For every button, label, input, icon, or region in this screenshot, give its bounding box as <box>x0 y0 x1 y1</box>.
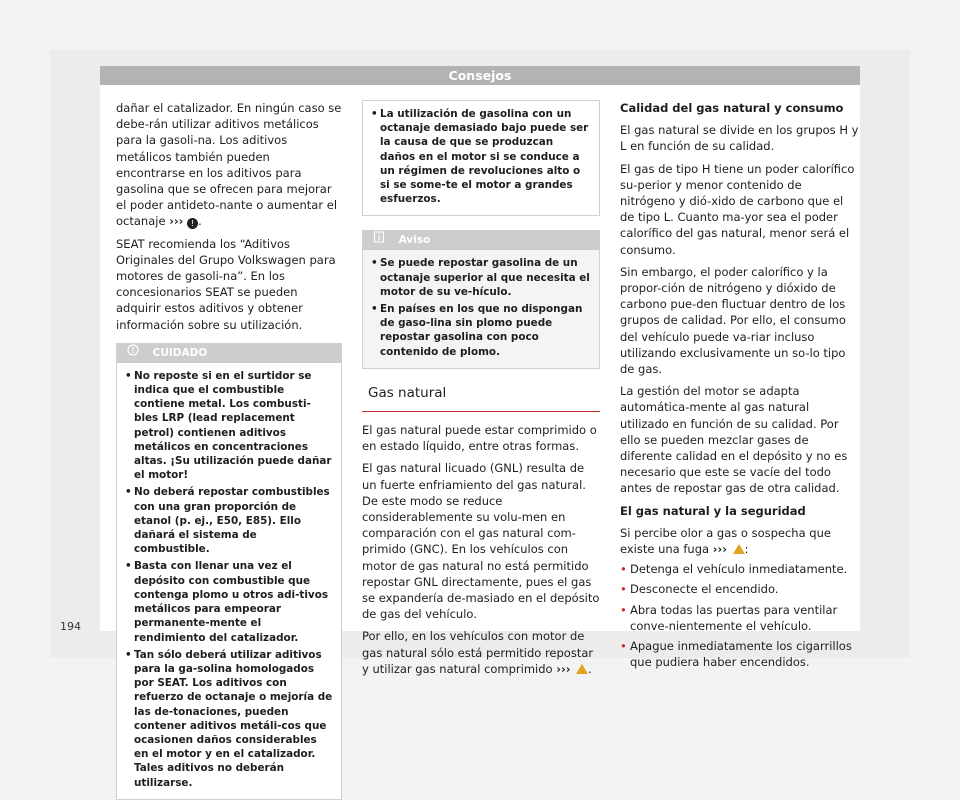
column-3 <box>620 100 860 675</box>
caution-box <box>116 343 342 800</box>
bullet-icon: • <box>620 562 627 577</box>
list-item: • La utilización de gasolina con un octanaje demasiado bajo puede ser la causa de que se produzcan daños en el motor si se conduce a un régimen de revoluciones alto o si se some-te el motor a grandes esfuerzos. <box>371 107 591 206</box>
page-number: 194 <box>60 620 81 633</box>
list-item: • Basta con llenar una vez el depósito con combustible que contenga plomo u otros adi-tivos metálicos para empeorar permanente-mente el rendimiento del catalizador. <box>125 559 333 644</box>
section-title: Gas natural <box>362 377 600 412</box>
list-item: • Apague inmediatamente los cigarrillos que pudiera haber encendidos. <box>620 639 852 670</box>
note-icon <box>373 231 387 250</box>
bullet-icon: • <box>620 639 627 654</box>
caution-continuation-box <box>362 100 600 216</box>
bullet-icon: • <box>620 582 627 597</box>
paragraph: Sin embargo, el poder calorífico y la propor-ción de nitrógeno y dióxido de carbono pue-den fluctuar dentro de los grupos de calidad. Por ello, el consumo del vehículo puede va-riar incluso utilizando exclusivamente un so-lo tipo de gas. <box>620 264 846 377</box>
paragraph: La gestión del motor se adapta automática-mente al gas natural utilizado en función de su calidad. Por ello se pueden mezclar gases de diferente calidad en el depósito y no es necesario que este se vacíe del todo antes de repostar gas de otra calidad. <box>620 384 848 496</box>
warning-icon <box>576 664 588 674</box>
list-item: • Desconecte el encendido. <box>620 582 779 597</box>
caution-title: CUIDADO <box>152 346 208 359</box>
caution-icon <box>127 344 141 363</box>
paragraph: El gas de tipo H tiene un poder calorífico su-perior y menor contenido de nitrógeno y dió-xido de carbono que el de tipo L. Cuanto ma-yor sea el poder calorífico del gas natural, menor será el consumo. <box>620 161 855 257</box>
info-icon: ! <box>187 218 198 229</box>
bullet-icon: • <box>620 602 627 617</box>
note-header <box>363 231 599 250</box>
safety-list <box>620 561 860 670</box>
paragraph: El gas natural se divide en los grupos H y L en función de su calidad. <box>620 123 859 154</box>
paragraph: SEAT recomienda los “Aditivos Originales del Grupo Volkswagen para motores de gasoli-na”. En los concesionarios SEAT se pueden adquirir estos aditivos y obtener información sobre su utilización. <box>116 236 336 332</box>
list-item: • Tan sólo deberá utilizar aditivos para la ga-solina homologados por SEAT. Los aditivos con refuerzo de octanaje o mejoría de las de-tonaciones, pueden contener aditivos metáli-cos que ocasionen daños considerables en el motor y en el catalizador. Tales aditivos no deberán utilizarse. <box>125 648 333 790</box>
caution-header <box>117 344 341 363</box>
list-item: • No reposte si en el surtidor se indica que el combustible contiene metal. Los combusti-bles LRP (lead replacement petrol) contienen aditivos metálicos en concentraciones altas. ¡Su utilización puede dañar el motor! <box>125 369 333 483</box>
caution-continuation-list <box>363 101 599 215</box>
subheading: Calidad del gas natural y consumo <box>620 101 844 115</box>
column-1 <box>116 100 342 800</box>
column-2 <box>362 100 600 683</box>
note-title: Aviso <box>398 234 431 247</box>
list-item: • Abra todas las puertas para ventilar conve-nientemente el vehículo. <box>620 602 838 633</box>
list-item: • En países en los que no dispongan de gaso-lina sin plomo puede repostar gasolina con poco contenido de plomo. <box>371 302 591 359</box>
list-item: • Detenga el vehículo inmediatamente. <box>620 562 848 577</box>
list-item: • Se puede repostar gasolina de un octanaje superior al que necesita el motor de su ve-hículo. <box>371 256 591 299</box>
cross-reference-arrow[interactable]: ››› <box>712 542 727 557</box>
list-item: • No deberá repostar combustibles con una gran proporción de etanol (p. ej., E50, E85). Ello dañará el sistema de combustible. <box>125 485 333 556</box>
paragraph: El gas natural licuado (GNL) resulta de un fuerte enfriamiento del gas natural. De este modo se reduce considerablemente su volu-men en comparación con el gas natural com-primido (GNC). En los vehículos con motor de gas natural no está permitido repostar GNL directamente, pues el gas se expandería de-masiado en el depósito de gas del vehículo. <box>362 461 600 622</box>
note-box <box>362 230 600 368</box>
paragraph: Por ello, en los vehículos con motor de gas natural sólo está permitido repostar y utilizar gas natural comprimido ››› . <box>362 629 594 676</box>
page-header: Consejos <box>100 66 860 85</box>
note-list <box>363 250 599 367</box>
caution-list <box>117 363 341 799</box>
cross-reference-arrow[interactable]: ››› <box>556 661 571 676</box>
warning-icon <box>733 544 745 554</box>
subheading: El gas natural y la seguridad <box>620 503 806 518</box>
paragraph: dañar el catalizador. En ningún caso se debe-rán utilizar aditivos metálicos para la gasoli-na. Los aditivos metálicos también pueden encontrarse en los aditivos para gasolina que se ofrecen para mejorar el poder antideto-nante o aumentar el octanaje ››› ! . <box>116 101 342 229</box>
paragraph: Si percibe olor a gas o sospecha que existe una fuga ››› : <box>620 525 831 557</box>
paragraph: El gas natural puede estar comprimido o en estado líquido, entre otras formas. <box>362 423 597 454</box>
cross-reference-arrow[interactable]: ››› <box>169 214 184 229</box>
